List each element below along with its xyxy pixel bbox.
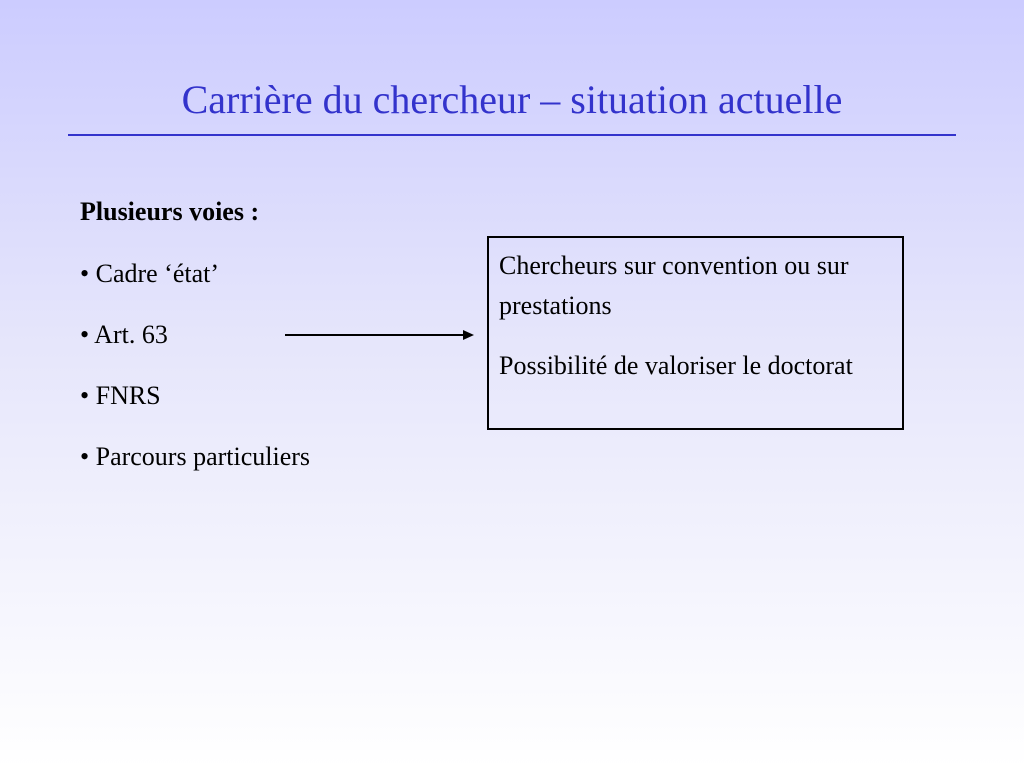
box-paragraph-convention: Chercheurs sur convention ou sur prestations: [499, 251, 849, 320]
info-box: [487, 236, 904, 430]
section-heading: Plusieurs voies :: [80, 197, 260, 226]
box-paragraph-doctorat: Possibilité de valoriser le doctorat: [499, 351, 853, 380]
bullet-item-art-63: • Art. 63: [80, 320, 168, 349]
bullet-item-fnrs: • FNRS: [80, 381, 161, 410]
slide-title: Carrière du chercheur – situation actuelle: [181, 77, 843, 122]
title-underline: [68, 134, 956, 136]
bullet-list: [80, 254, 310, 498]
arrow-right-icon: [285, 327, 475, 343]
bullet-item-parcours: • Parcours particuliers: [80, 442, 311, 471]
bullet-item-cadre-etat: • Cadre ‘état’: [80, 259, 220, 288]
